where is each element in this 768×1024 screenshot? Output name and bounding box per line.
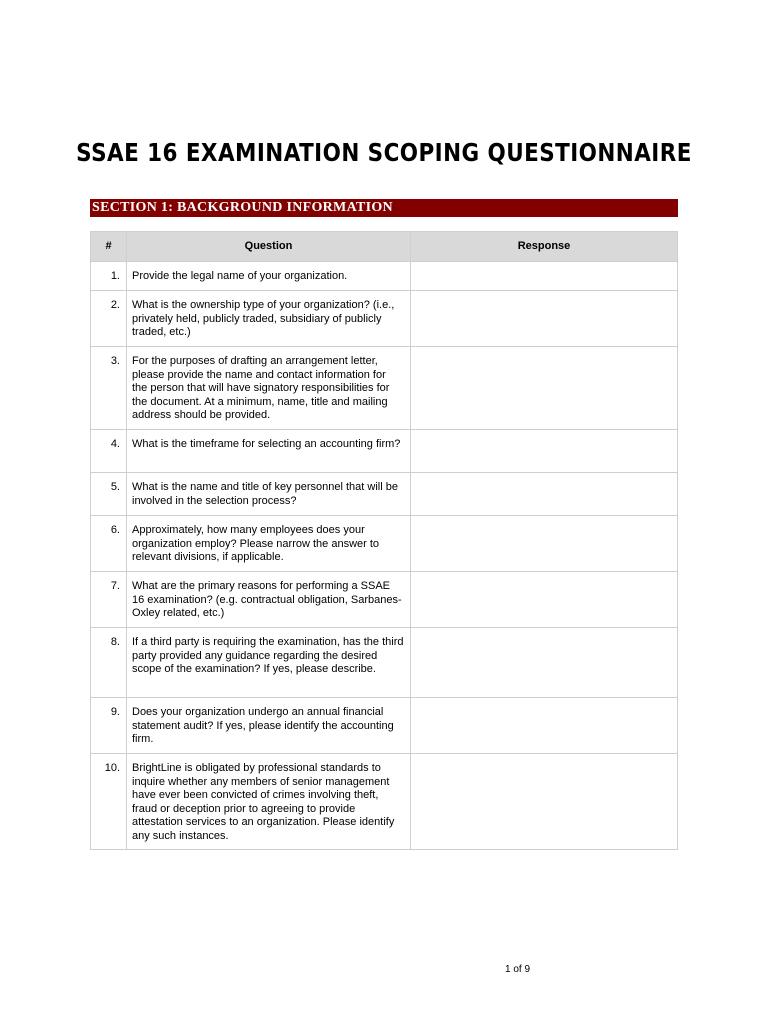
row-number: 5. — [91, 473, 127, 516]
column-header-question: Question — [127, 232, 411, 262]
table-row — [91, 516, 678, 572]
response-cell[interactable] — [411, 572, 678, 628]
question-text: Approximately, how many employees does your organization employ? Please narrow the answer to relevant divisions, if applicable. — [127, 516, 411, 572]
column-header-response: Response — [411, 232, 678, 262]
page-number: 1 of 9 — [505, 964, 531, 975]
row-number: 10. — [91, 754, 127, 850]
table-row — [91, 628, 678, 698]
row-number: 3. — [91, 347, 127, 430]
response-cell[interactable] — [411, 473, 678, 516]
response-cell[interactable] — [411, 347, 678, 430]
table-row — [91, 262, 678, 291]
table-header-row — [91, 232, 678, 262]
section-heading: SECTION 1: BACKGROUND INFORMATION — [90, 199, 678, 217]
row-number: 9. — [91, 698, 127, 754]
table-row — [91, 572, 678, 628]
question-text: What is the timeframe for selecting an accounting firm? — [127, 430, 411, 473]
row-number: 8. — [91, 628, 127, 698]
questionnaire-table — [90, 231, 678, 850]
question-text: Does your organization undergo an annual financial statement audit? If yes, please identify the accounting firm. — [127, 698, 411, 754]
response-cell[interactable] — [411, 262, 678, 291]
column-header-number: # — [91, 232, 127, 262]
question-text: Provide the legal name of your organization. — [127, 262, 411, 291]
response-cell[interactable] — [411, 291, 678, 347]
response-cell[interactable] — [411, 754, 678, 850]
question-text: If a third party is requiring the examination, has the third party provided any guidance regarding the desired scope of the examination? If yes, please describe. — [127, 628, 411, 698]
question-text: BrightLine is obligated by professional standards to inquire whether any members of senior management have ever been convicted of crimes involving theft, fraud or deception prior to agreeing to provide attestation services to an organization. Please identify any such instances. — [127, 754, 411, 850]
response-cell[interactable] — [411, 628, 678, 698]
row-number: 1. — [91, 262, 127, 291]
table-row — [91, 347, 678, 430]
question-text: What is the name and title of key personnel that will be involved in the selection process? — [127, 473, 411, 516]
question-text: What is the ownership type of your organization? (i.e., privately held, publicly traded, subsidiary of publicly traded, etc.) — [127, 291, 411, 347]
table-row — [91, 473, 678, 516]
response-cell[interactable] — [411, 698, 678, 754]
table-row — [91, 698, 678, 754]
row-number: 4. — [91, 430, 127, 473]
table-row — [91, 754, 678, 850]
row-number: 6. — [91, 516, 127, 572]
question-text: For the purposes of drafting an arrangement letter, please provide the name and contact information for the person that will have signatory responsibilities for the document. At a minimum, name, title and mailing address should be provided. — [127, 347, 411, 430]
table-row — [91, 291, 678, 347]
response-cell[interactable] — [411, 516, 678, 572]
row-number: 2. — [91, 291, 127, 347]
page-title: SSAE 16 EXAMINATION SCOPING QUESTIONNAIRE — [76, 138, 692, 167]
row-number: 7. — [91, 572, 127, 628]
table-row — [91, 430, 678, 473]
question-text: What are the primary reasons for performing a SSAE 16 examination? (e.g. contractual obligation, Sarbanes-Oxley related, etc.) — [127, 572, 411, 628]
response-cell[interactable] — [411, 430, 678, 473]
